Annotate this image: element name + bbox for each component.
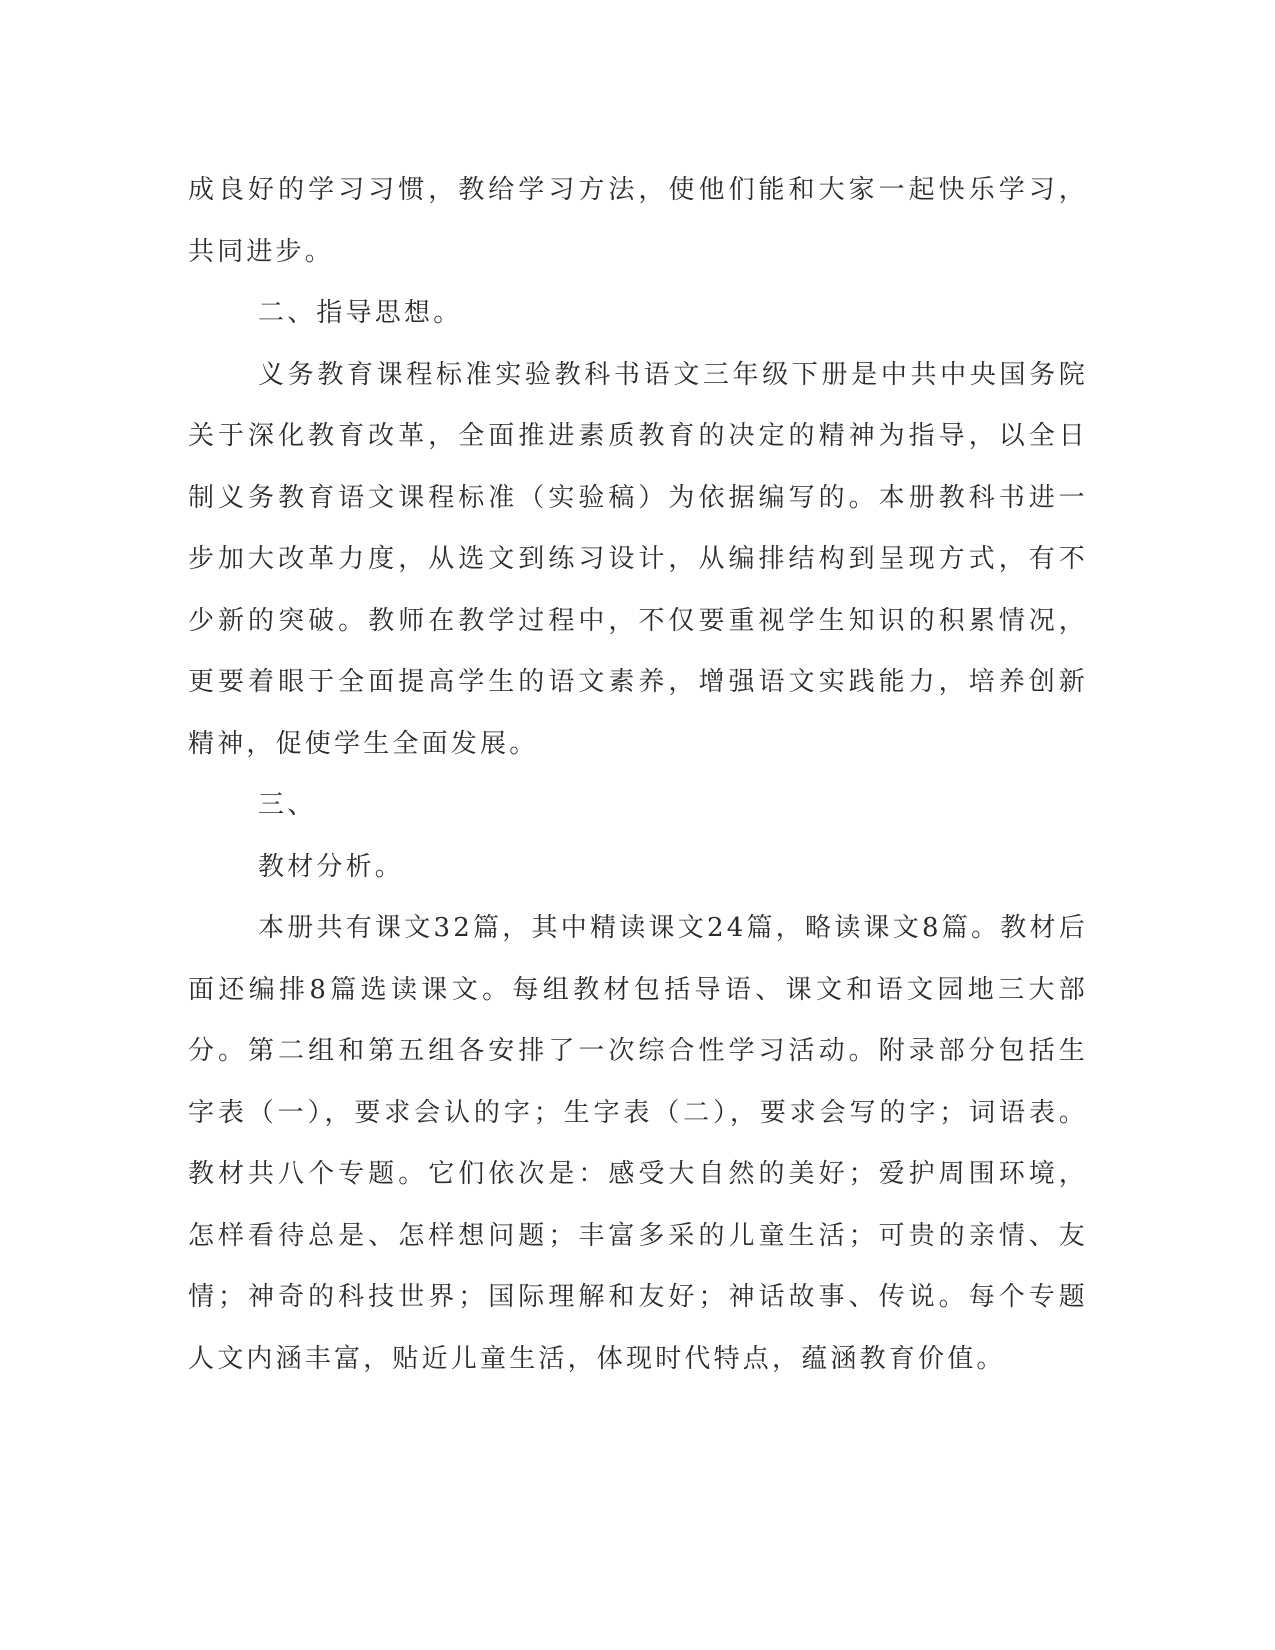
document-body bbox=[188, 160, 1088, 1390]
section-heading-textbook-analysis: 教材分析。 bbox=[258, 851, 405, 882]
paragraph-textbook-analysis: 本册共有课文32篇，其中精读课文24篇，略读课文8篇。教材后面还编排8篇选读课文。每组教材包括导语、课文和语文园地三大部分。第二组和第五组各安排了一次综合性学习活动。附录部分包括生字表（一），要求会认的字；生字表（二），要求会写的字；词语表。教材共八个专题。它们依次是：感受大自然的美好；爱护周围环境，怎样看待总是、怎样想问题；丰富多采的儿童生活；可贵的亲情、友情；神奇的科技世界；国际理解和友好；神话故事、传说。每个专题人文内涵丰富，贴近儿童生活，体现时代特点，蕴涵教育价值。 bbox=[188, 913, 1088, 1374]
section-number-three: 三、 bbox=[258, 790, 317, 820]
paragraph-guiding-thought: 义务教育课程标准实验教科书语文三年级下册是中共中央国务院关于深化教育改革，全面推进素质教育的决定的精神为指导，以全日制义务教育语文课程标准（实验稿）为依据编写的。本册教科书进一步加大改革力度，从选文到练习设计，从编排结构到呈现方式，有不少新的突破。教师在教学过程中，不仅要重视学生知识的积累情况，更要着眼于全面提高学生的语文素养，增强语文实践能力，培养创新精神，促使学生全面发展。 bbox=[188, 359, 1088, 759]
paragraph-continuation: 成良好的学习习惯，教给学习方法，使他们能和大家一起快乐学习，共同进步。 bbox=[188, 175, 1088, 267]
section-heading-guiding-thought: 二、指导思想。 bbox=[258, 298, 463, 328]
